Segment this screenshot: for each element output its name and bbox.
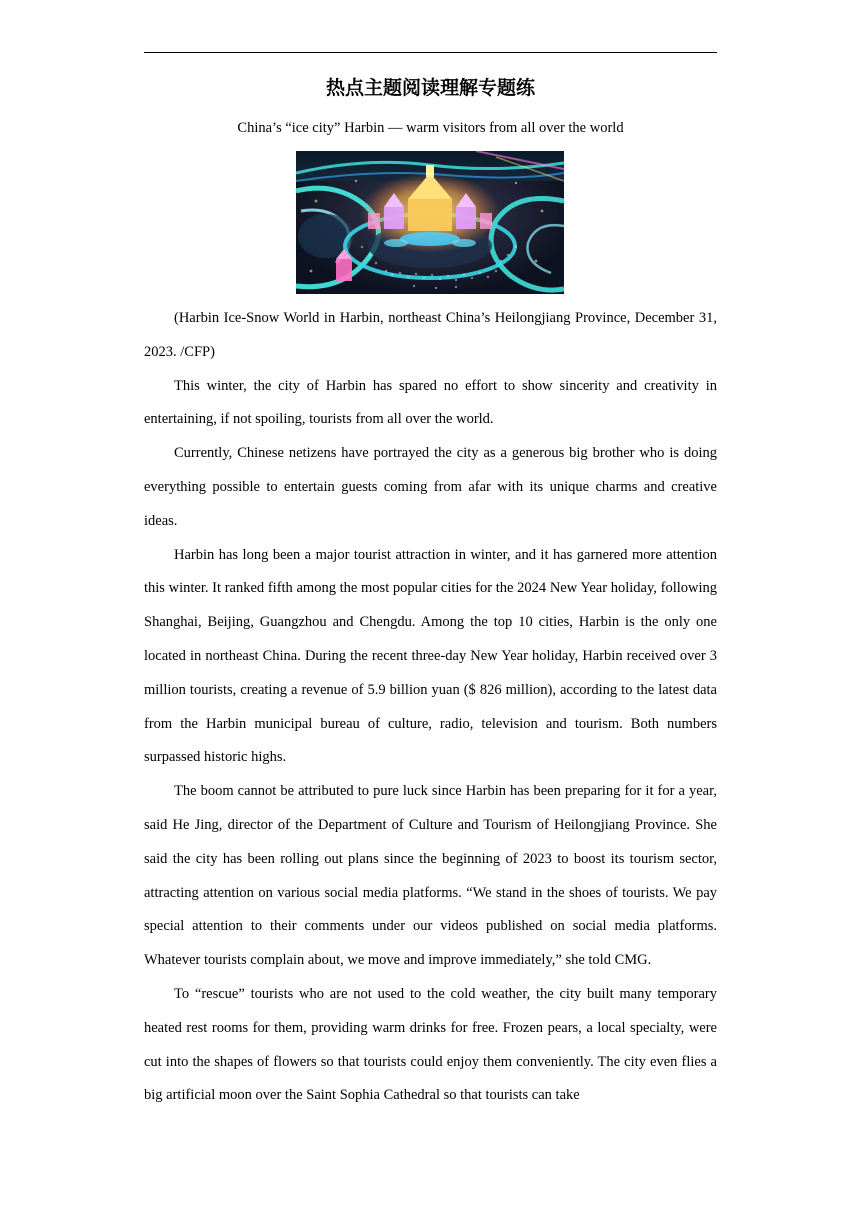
article-body [144,302,717,1113]
article-paragraph-3: Harbin has long been a major tourist attraction in winter, and it has garnered more attention this winter. It ranked fifth among the most popular cities for the 2024 New Year holiday, following Shanghai, Beijing, Guangzhou and Chengdu. Among the top 10 cities, Harbin is the only one located in northeast China. During the recent three-day New Year holiday, Harbin received over 3 million tourists, creating a revenue of 5.9 billion yuan ($ 826 million), according to the latest data from the Harbin municipal bureau of culture, radio, television and tourism. Both numbers surpassed historic highs. [144,546,717,766]
article-title: China’s “ice city” Harbin — warm visitors from all over the world [237,120,624,136]
header-rule [144,52,717,53]
article-paragraph-4: The boom cannot be attributed to pure luck since Harbin has been preparing for it for a year, said He Jing, director of the Department of Culture and Tourism of Heilongjiang Province. She said the city has been rolling out plans since the beginning of 2023 to boost its tourism sector, attracting attention on various social media platforms. “We stand in the shoes of tourists. We pay special attention to their comments under our videos published on social media platforms. Whatever tourists complain about, we move and improve immediately,” she told CMG. [144,783,717,969]
photo-caption: (Harbin Ice-Snow World in Harbin, northeast China’s Heilongjiang Province, December 31, 2023. /CFP) [144,310,717,360]
article-paragraph-5: To “rescue” tourists who are not used to the cold weather, the city built many temporary heated rest rooms for them, providing warm drinks for free. Frozen pears, a local specialty, were cut into the shapes of flowers so that tourists could enjoy them conveniently. The city even flies a big artificial moon over the Saint Sophia Cathedral so that tourists can take [144,985,717,1104]
article-paragraph-2: Currently, Chinese netizens have portrayed the city as a generous big brother who is doing everything possible to entertain guests coming from afar with its unique charms and creative ideas. [144,445,717,529]
harbin-ice-snow-world-photo [296,151,564,294]
document-title: 热点主题阅读理解专题练 [325,77,535,99]
article-paragraph-1: This winter, the city of Harbin has spared no effort to show sincerity and creativity in entertaining, if not spoiling, tourists from all over the world. [144,377,717,428]
